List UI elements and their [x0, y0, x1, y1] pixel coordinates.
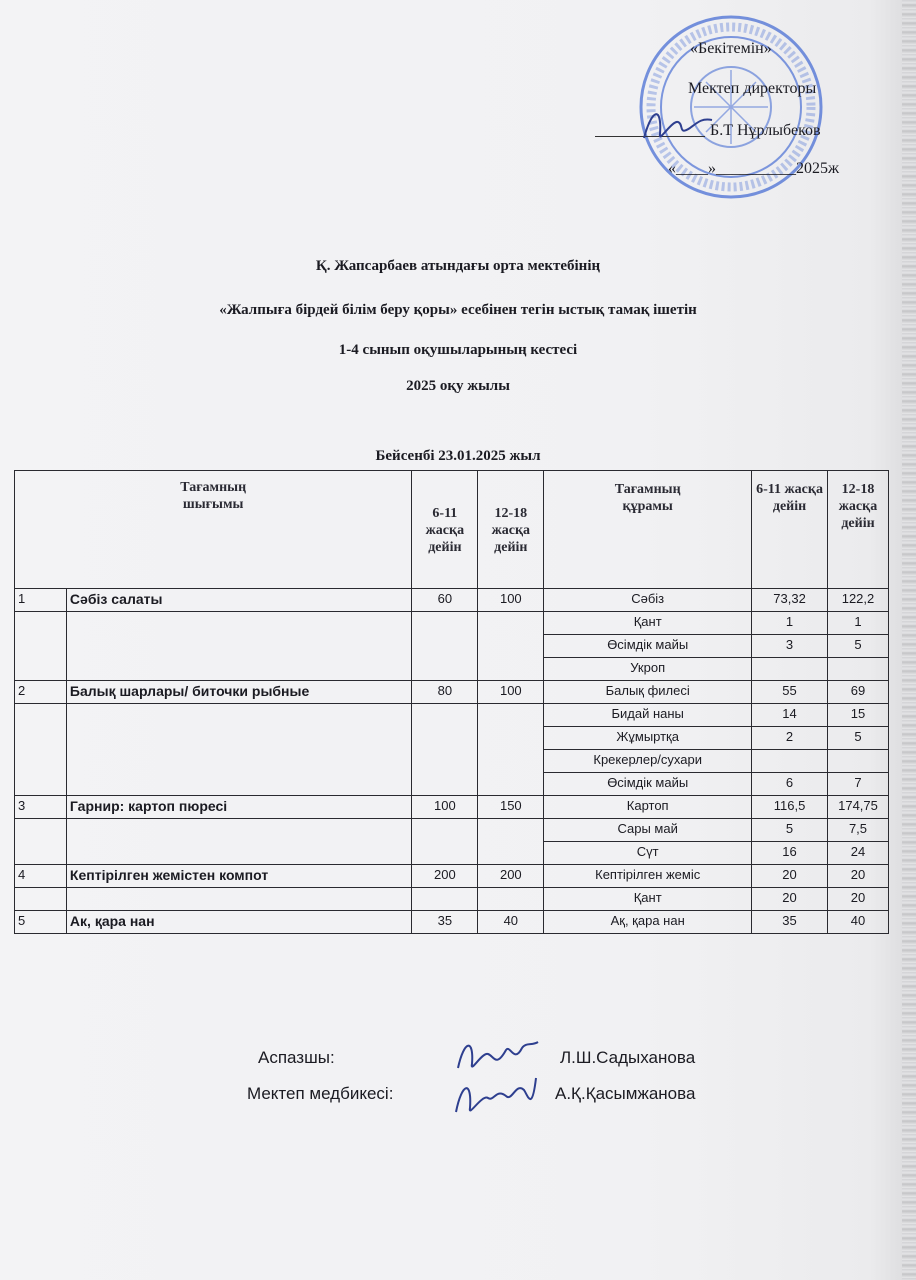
- approval-date: «____»__________2025ж: [668, 160, 840, 177]
- ingredient-amount-12-18: 20: [828, 888, 889, 911]
- dish-name: Гарнир: картоп пюресі: [66, 796, 411, 819]
- dish-yield-12-18: 100: [478, 589, 544, 612]
- ingredient-amount-12-18: 7,5: [828, 819, 889, 842]
- ingredient-amount-6-11: 20: [752, 865, 828, 888]
- table-row-ingredient: [15, 704, 889, 727]
- ingredient-amount-6-11: 20: [752, 888, 828, 911]
- dish-name: Сәбіз салаты: [66, 589, 411, 612]
- academic-year: 2025 оқу жылы: [406, 378, 510, 394]
- nurse-label: Мектеп медбикесі:: [247, 1084, 394, 1103]
- ingredient-amount-6-11: 5: [752, 819, 828, 842]
- director-name: Б.Т Нұрлыбеков: [710, 122, 821, 139]
- ingredient-name: Жұмыртқа: [544, 727, 752, 750]
- ingredient-name: Ақ, қара нан: [544, 911, 752, 934]
- nurse-name: А.Қ.Қасымжанова: [555, 1084, 696, 1103]
- cook-name: Л.Ш.Садыханова: [560, 1048, 696, 1067]
- dish-yield-6-11: 200: [412, 865, 478, 888]
- header-age-12-18-b: 12-18 жасқа дейін: [828, 471, 889, 589]
- ingredient-name: Өсімдік майы: [544, 773, 752, 796]
- ingredient-amount-6-11: 14: [752, 704, 828, 727]
- table-row-ingredient: [15, 888, 889, 911]
- empty-cell: [478, 704, 544, 796]
- empty-cell: [66, 888, 411, 911]
- dish-yield-6-11: 35: [412, 911, 478, 934]
- page-edge: [902, 0, 916, 1280]
- empty-cell: [15, 612, 67, 681]
- ingredient-name: Бидай наны: [544, 704, 752, 727]
- ingredient-amount-12-18: [828, 658, 889, 681]
- ingredient-amount-12-18: 7: [828, 773, 889, 796]
- empty-cell: [412, 819, 478, 865]
- table-row-dish: [15, 681, 889, 704]
- ingredient-amount-6-11: [752, 658, 828, 681]
- table-row-dish: [15, 865, 889, 888]
- ingredient-amount-12-18: 69: [828, 681, 889, 704]
- dish-yield-12-18: 200: [478, 865, 544, 888]
- ingredient-amount-12-18: [828, 750, 889, 773]
- ingredient-amount-6-11: 16: [752, 842, 828, 865]
- ingredient-name: Сүт: [544, 842, 752, 865]
- ingredient-name: Картоп: [544, 796, 752, 819]
- menu-table: [14, 470, 889, 934]
- empty-cell: [412, 612, 478, 681]
- approval-heading: «Бекітемін»: [690, 40, 772, 57]
- dish-name: Кептірілген жемістен компот: [66, 865, 411, 888]
- empty-cell: [412, 704, 478, 796]
- class-title: 1-4 сынып оқушыларының кестесі: [338, 342, 578, 358]
- empty-cell: [15, 888, 67, 911]
- row-number: 4: [15, 865, 67, 888]
- ingredient-amount-12-18: 174,75: [828, 796, 889, 819]
- ingredient-amount-6-11: [752, 750, 828, 773]
- header-age-12-18: 12-18 жасқа дейін: [478, 471, 544, 589]
- empty-cell: [66, 612, 411, 681]
- cook-label: Аспазшы:: [258, 1048, 335, 1067]
- table-row-ingredient: [15, 819, 889, 842]
- dish-yield-12-18: 40: [478, 911, 544, 934]
- empty-cell: [66, 819, 411, 865]
- ingredient-amount-12-18: 20: [828, 865, 889, 888]
- header-composition: Тағамның құрамы: [544, 471, 752, 589]
- header-age-6-11: 6-11 жасқа дейін: [412, 471, 478, 589]
- ingredient-name: Қант: [544, 612, 752, 635]
- row-number: 3: [15, 796, 67, 819]
- row-number: 2: [15, 681, 67, 704]
- ingredient-name: Крекерлер/сухари: [544, 750, 752, 773]
- ingredient-amount-12-18: 15: [828, 704, 889, 727]
- table-row-dish: [15, 796, 889, 819]
- ingredient-name: Сары май: [544, 819, 752, 842]
- ingredient-amount-12-18: 5: [828, 635, 889, 658]
- ingredient-name: Кептірілген жеміс: [544, 865, 752, 888]
- ingredient-amount-12-18: 1: [828, 612, 889, 635]
- director-signature: [638, 100, 718, 150]
- ingredient-name: Балық филесі: [544, 681, 752, 704]
- table-row-dish: [15, 589, 889, 612]
- dish-yield-6-11: 80: [412, 681, 478, 704]
- ingredient-name: Сәбіз: [544, 589, 752, 612]
- table-row-dish: [15, 911, 889, 934]
- ingredient-amount-12-18: 122,2: [828, 589, 889, 612]
- table-row-ingredient: [15, 612, 889, 635]
- header-dish-yield: Тағамның шығымы: [15, 471, 412, 589]
- program-title: «Жалпыға бірдей білім беру қоры» есебінен тегін ыстық тамақ ішетін: [219, 302, 697, 318]
- empty-cell: [15, 704, 67, 796]
- empty-cell: [478, 819, 544, 865]
- menu-date: Бейсенбі 23.01.2025 жыл: [375, 448, 541, 464]
- ingredient-amount-6-11: 55: [752, 681, 828, 704]
- row-number: 5: [15, 911, 67, 934]
- empty-cell: [478, 888, 544, 911]
- dish-yield-6-11: 100: [412, 796, 478, 819]
- school-title: Қ. Жапсарбаев атындағы орта мектебінің: [315, 258, 601, 274]
- dish-yield-6-11: 60: [412, 589, 478, 612]
- dish-yield-12-18: 150: [478, 796, 544, 819]
- empty-cell: [15, 819, 67, 865]
- empty-cell: [66, 704, 411, 796]
- nurse-signature: [450, 1072, 540, 1122]
- dish-yield-12-18: 100: [478, 681, 544, 704]
- ingredient-amount-6-11: 35: [752, 911, 828, 934]
- empty-cell: [412, 888, 478, 911]
- ingredient-amount-12-18: 5: [828, 727, 889, 750]
- ingredient-amount-6-11: 73,32: [752, 589, 828, 612]
- ingredient-amount-6-11: 116,5: [752, 796, 828, 819]
- ingredient-amount-6-11: 2: [752, 727, 828, 750]
- row-number: 1: [15, 589, 67, 612]
- ingredient-amount-12-18: 40: [828, 911, 889, 934]
- ingredient-name: Өсімдік майы: [544, 635, 752, 658]
- director-position: Мектеп директоры: [688, 80, 817, 97]
- ingredient-name: Қант: [544, 888, 752, 911]
- ingredient-amount-6-11: 1: [752, 612, 828, 635]
- ingredient-name: Укроп: [544, 658, 752, 681]
- empty-cell: [478, 612, 544, 681]
- dish-name: Ак, қара нан: [66, 911, 411, 934]
- dish-name: Балық шарлары/ биточки рыбные: [66, 681, 411, 704]
- ingredient-amount-12-18: 24: [828, 842, 889, 865]
- ingredient-amount-6-11: 6: [752, 773, 828, 796]
- ingredient-amount-6-11: 3: [752, 635, 828, 658]
- header-age-6-11-b: 6-11 жасқа дейін: [752, 471, 828, 589]
